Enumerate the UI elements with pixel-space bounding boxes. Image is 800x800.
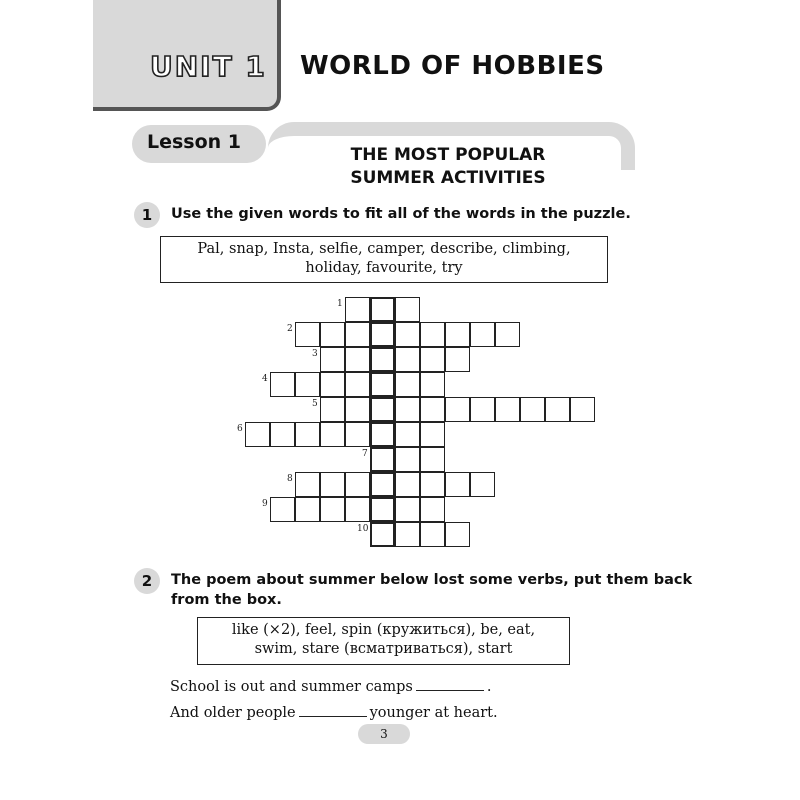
crossword-cell[interactable] <box>395 447 420 472</box>
crossword-cell[interactable] <box>570 397 595 422</box>
poem-blank-2[interactable] <box>299 704 367 717</box>
crossword-cell[interactable] <box>320 472 345 497</box>
crossword-cell[interactable] <box>370 397 395 422</box>
crossword-cell[interactable] <box>470 397 495 422</box>
crossword-clue-number: 6 <box>237 424 243 434</box>
crossword-cell[interactable] <box>495 322 520 347</box>
word-box-line-2: holiday, favourite, try <box>305 260 463 276</box>
exercise-1-number: 1 <box>134 202 160 228</box>
exercise-2-instruction-line1: The poem about summer below lost some verbs, put them back <box>171 572 693 588</box>
unit-label: UNIT 1 <box>150 50 267 83</box>
poem-line-2-end: younger at heart. <box>369 705 498 721</box>
crossword-cell[interactable] <box>420 322 445 347</box>
poem-line-2 <box>170 704 498 721</box>
lesson-label: Lesson 1 <box>147 131 242 153</box>
crossword-cell[interactable] <box>520 397 545 422</box>
exercise-2-instruction-line2: from the box. <box>171 592 282 608</box>
crossword-cell[interactable] <box>270 422 295 447</box>
poem-line-2-text: And older people <box>170 705 296 721</box>
crossword-cell[interactable] <box>420 472 445 497</box>
crossword-clue-number: 9 <box>262 499 268 509</box>
crossword-cell[interactable] <box>395 347 420 372</box>
crossword-cell[interactable] <box>370 347 395 372</box>
crossword-cell[interactable] <box>395 422 420 447</box>
crossword-cell[interactable] <box>370 522 395 547</box>
crossword-cell[interactable] <box>370 322 395 347</box>
crossword-cell[interactable] <box>445 522 470 547</box>
crossword-clue-number: 1 <box>337 299 343 309</box>
crossword-cell[interactable] <box>420 447 445 472</box>
crossword-cell[interactable] <box>345 297 370 322</box>
crossword-cell[interactable] <box>345 347 370 372</box>
crossword-cell[interactable] <box>445 347 470 372</box>
crossword-cell[interactable] <box>395 322 420 347</box>
crossword-cell[interactable] <box>270 372 295 397</box>
crossword-cell[interactable] <box>370 297 395 322</box>
crossword-cell[interactable] <box>420 347 445 372</box>
crossword-cell[interactable] <box>295 372 320 397</box>
crossword-cell[interactable] <box>345 372 370 397</box>
crossword-cell[interactable] <box>320 322 345 347</box>
crossword-cell[interactable] <box>445 397 470 422</box>
word-box-line-1: like (×2), feel, spin (кружиться), be, eat, <box>231 622 536 638</box>
crossword-clue-number: 5 <box>312 399 318 409</box>
poem-line-1-text: School is out and summer camps <box>170 679 413 695</box>
crossword-clue-number: 2 <box>287 324 293 334</box>
crossword-clue-number: 7 <box>362 449 368 459</box>
word-box-line-2: swim, stare (всматриваться), start <box>254 641 513 657</box>
crossword-cell[interactable] <box>320 347 345 372</box>
crossword-cell[interactable] <box>420 422 445 447</box>
unit-title: WORLD OF HOBBIES <box>300 51 605 81</box>
exercise-2-word-box <box>197 617 570 665</box>
crossword-cell[interactable] <box>420 372 445 397</box>
crossword-cell[interactable] <box>270 497 295 522</box>
crossword-cell[interactable] <box>295 322 320 347</box>
crossword-cell[interactable] <box>395 297 420 322</box>
crossword-clue-number: 3 <box>312 349 318 359</box>
crossword-cell[interactable] <box>295 497 320 522</box>
lesson-title-line2: SUMMER ACTIVITIES <box>350 168 546 188</box>
crossword-cell[interactable] <box>370 447 395 472</box>
crossword-cell[interactable] <box>395 472 420 497</box>
crossword-cell[interactable] <box>370 422 395 447</box>
crossword-cell[interactable] <box>320 372 345 397</box>
crossword-cell[interactable] <box>545 397 570 422</box>
crossword-cell[interactable] <box>320 422 345 447</box>
crossword-cell[interactable] <box>370 372 395 397</box>
crossword-cell[interactable] <box>345 397 370 422</box>
lesson-title-line1: THE MOST POPULAR <box>350 145 546 165</box>
crossword-cell[interactable] <box>420 497 445 522</box>
exercise-1-instruction: Use the given words to fit all of the words in the puzzle. <box>171 206 631 222</box>
poem-line-1 <box>170 678 491 695</box>
crossword-clue-number: 4 <box>262 374 268 384</box>
exercise-2-number: 2 <box>134 568 160 594</box>
crossword-cell[interactable] <box>345 422 370 447</box>
crossword-cell[interactable] <box>295 422 320 447</box>
crossword-cell[interactable] <box>470 322 495 347</box>
crossword-cell[interactable] <box>370 497 395 522</box>
crossword-cell[interactable] <box>495 397 520 422</box>
crossword-cell[interactable] <box>295 472 320 497</box>
crossword-clue-number: 8 <box>287 474 293 484</box>
crossword-cell[interactable] <box>395 372 420 397</box>
crossword-cell[interactable] <box>395 397 420 422</box>
poem-blank-1[interactable] <box>416 678 484 691</box>
poem-line-1-end: . <box>486 679 492 695</box>
crossword-cell[interactable] <box>470 472 495 497</box>
page-number: 3 <box>358 724 410 744</box>
crossword-cell[interactable] <box>420 397 445 422</box>
crossword-cell[interactable] <box>395 522 420 547</box>
exercise-2-instruction <box>171 570 692 610</box>
crossword-cell[interactable] <box>345 322 370 347</box>
crossword-cell[interactable] <box>245 422 270 447</box>
crossword-cell[interactable] <box>445 472 470 497</box>
crossword-clue-number: 10 <box>357 524 369 534</box>
crossword-cell[interactable] <box>320 397 345 422</box>
crossword-cell[interactable] <box>370 472 395 497</box>
word-box-line-1: Pal, snap, Insta, selfie, camper, describe, climbing, <box>197 241 571 257</box>
crossword-cell[interactable] <box>445 322 470 347</box>
crossword-cell[interactable] <box>320 497 345 522</box>
crossword-cell[interactable] <box>345 472 370 497</box>
crossword-cell[interactable] <box>395 497 420 522</box>
crossword-cell[interactable] <box>345 497 370 522</box>
crossword-cell[interactable] <box>420 522 445 547</box>
